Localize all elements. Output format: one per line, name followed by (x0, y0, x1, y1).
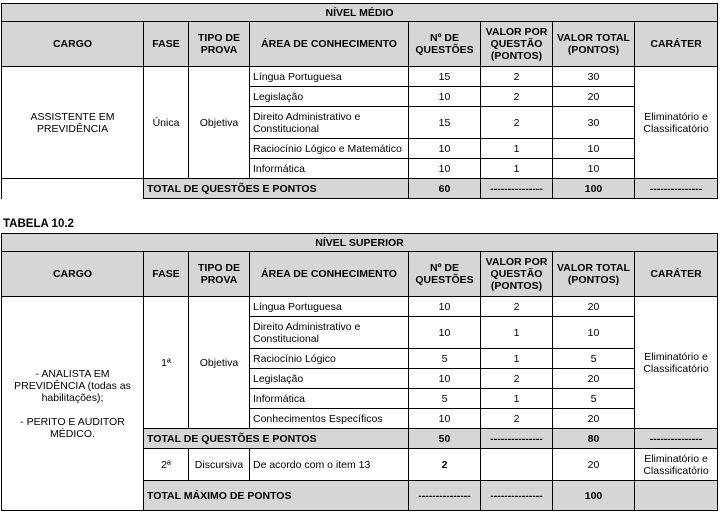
total-questoes: 50 (409, 429, 481, 449)
empty-cell (481, 449, 553, 481)
tipo-cell: Objetiva (189, 297, 250, 429)
questoes-cell: 10 (409, 87, 481, 107)
valor-cell: 1 (481, 159, 553, 179)
total-pontos: 100 (553, 179, 635, 199)
total-cell: 10 (553, 139, 635, 159)
total-valor: --------------- (481, 429, 553, 449)
header-total: VALOR TOTAL (PONTOS) (553, 252, 635, 297)
table-row (2, 67, 718, 87)
max-questoes: --------------- (409, 481, 481, 511)
questoes-cell: 10 (409, 297, 481, 317)
total-label: TOTAL DE QUESTÕES E PONTOS (144, 179, 409, 199)
cargo-cell (2, 297, 144, 511)
total-questoes: 60 (409, 179, 481, 199)
header-questoes: Nº DE QUESTÕES (409, 252, 481, 297)
header-area: ÁREA DE CONHECIMENTO (250, 252, 409, 297)
valor-cell: 1 (481, 317, 553, 349)
questoes-cell: 15 (409, 67, 481, 87)
area-cell: Informática (250, 159, 409, 179)
area-cell: Legislação (250, 87, 409, 107)
questoes-cell: 5 (409, 389, 481, 409)
table-caption: TABELA 10.2 (3, 218, 74, 230)
questoes-cell: 10 (409, 369, 481, 389)
area-cell: Raciocínio Lógico e Matemático (250, 139, 409, 159)
valor-cell: 2 (481, 67, 553, 87)
header-valor: VALOR POR QUESTÃO (PONTOS) (481, 252, 553, 297)
header-total: VALOR TOTAL (PONTOS) (553, 22, 635, 67)
valor-cell: 1 (481, 349, 553, 369)
total-valor: --------------- (481, 179, 553, 199)
header-fase: FASE (144, 252, 189, 297)
total-cell: 10 (553, 159, 635, 179)
carater-cell: Eliminatório e Classificatório (635, 67, 718, 179)
total-cell: 30 (553, 67, 635, 87)
max-carater (635, 481, 718, 511)
questoes-cell: 10 (409, 159, 481, 179)
total-row (2, 179, 718, 199)
questoes-cell: 15 (409, 107, 481, 139)
carater-cell: Eliminatório e Classificatório (635, 297, 718, 429)
total-cell: 5 (553, 389, 635, 409)
fase-cell: Única (144, 67, 189, 179)
max-valor: --------------- (481, 481, 553, 511)
total-cell: 20 (553, 297, 635, 317)
max-label: TOTAL MÁXIMO DE PONTOS (144, 481, 409, 511)
total-cell: 20 (553, 87, 635, 107)
table-row (2, 297, 718, 317)
total-cell: 10 (553, 317, 635, 349)
table-nivel-superior (1, 233, 718, 511)
questoes-cell: 10 (409, 139, 481, 159)
total-carater: --------------- (635, 429, 718, 449)
total-cell: 20 (553, 449, 635, 481)
questoes-cell: 10 (409, 317, 481, 349)
fase-cell: 2ª (144, 449, 189, 481)
area-cell: Direito Administrativo e Constitucional (250, 107, 409, 139)
area-cell: De acordo com o item 13 (250, 449, 409, 481)
header-cargo: CARGO (2, 22, 144, 67)
area-cell: Raciocínio Lógico (250, 349, 409, 369)
area-cell: Direito Administrativo e Constitucional (250, 317, 409, 349)
cargo-perito: - PERITO E AUDITOR MÉDICO. (20, 415, 125, 440)
area-cell: Língua Portuguesa (250, 297, 409, 317)
total-cell: 30 (553, 107, 635, 139)
header-cargo: CARGO (2, 252, 144, 297)
valor-cell: 1 (481, 389, 553, 409)
valor-cell: 2 (481, 297, 553, 317)
valor-cell: 2 (481, 107, 553, 139)
band-title: NÍVEL SUPERIOR (2, 234, 718, 252)
header-carater: CARÁTER (635, 252, 718, 297)
area-cell: Legislação (250, 369, 409, 389)
valor-cell: 2 (481, 87, 553, 107)
valor-cell: 2 (481, 369, 553, 389)
questoes-cell: 10 (409, 409, 481, 429)
total-cell: 20 (553, 409, 635, 429)
area-cell: Informática (250, 389, 409, 409)
header-valor: VALOR POR QUESTÃO (PONTOS) (481, 22, 553, 67)
valor-cell: 1 (481, 139, 553, 159)
total-cell: 5 (553, 349, 635, 369)
carater-cell: Eliminatório e Classificatório (635, 449, 718, 481)
area-cell: Língua Portuguesa (250, 67, 409, 87)
header-questoes: Nº DE QUESTÕES (409, 22, 481, 67)
area-cell: Conhecimentos Específicos (250, 409, 409, 429)
cargo-analista: - ANALISTA EM PREVIDÊNCIA (todas as habilitações); (14, 367, 131, 404)
header-fase: FASE (144, 22, 189, 67)
total-label: TOTAL DE QUESTÕES E PONTOS (144, 429, 409, 449)
empty-cell (2, 179, 144, 199)
header-area: ÁREA DE CONHECIMENTO (250, 22, 409, 67)
header-carater: CARÁTER (635, 22, 718, 67)
table-nivel-medio (1, 3, 718, 199)
tipo-cell: Objetiva (189, 67, 250, 179)
total-cell: 20 (553, 369, 635, 389)
valor-cell: 2 (481, 409, 553, 429)
total-pontos: 80 (553, 429, 635, 449)
cargo-cell: ASSISTENTE EM PREVIDÊNCIA (2, 67, 144, 179)
tipo-cell: Discursiva (189, 449, 250, 481)
header-tipo: TIPO DE PROVA (189, 22, 250, 67)
questoes-cell: 5 (409, 349, 481, 369)
fase-cell: 1ª (144, 297, 189, 429)
max-total: 100 (553, 481, 635, 511)
questoes-cell: 2 (409, 449, 481, 481)
total-carater: --------------- (635, 179, 718, 199)
band-title: NÍVEL MÉDIO (2, 4, 718, 22)
header-tipo: TIPO DE PROVA (189, 252, 250, 297)
